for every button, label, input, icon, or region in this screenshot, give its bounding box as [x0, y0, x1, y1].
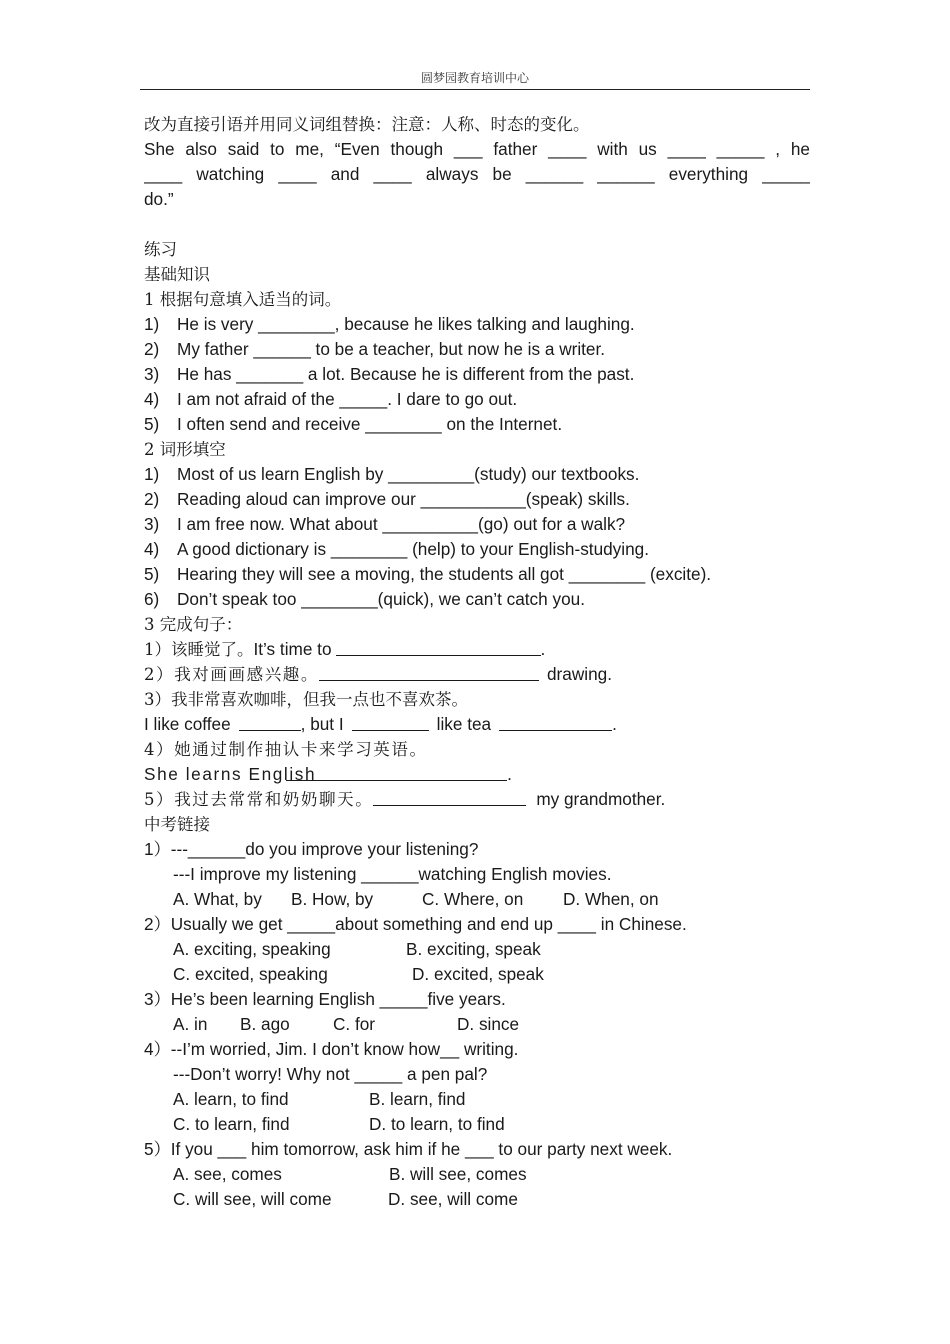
option-b: B. How, by [291, 889, 374, 909]
item-number: 3) [144, 514, 160, 534]
list-item [144, 312, 810, 337]
question-5-options-row-1 [144, 1162, 810, 1187]
item-number: 3) [144, 364, 160, 384]
item-text: I often send and receive ________ on the Internet. [177, 414, 563, 434]
option-a: A. in [173, 1014, 208, 1034]
direct-speech-line-1: She also said to me, “Even though ___ father ____ with us ____ _____ , he [144, 139, 810, 159]
answer-blank [336, 638, 541, 656]
item-text: A good dictionary is ________ (help) to your English-studying. [177, 539, 649, 559]
question-4-options-row-2 [144, 1112, 810, 1137]
item-number: 4) [144, 389, 160, 409]
option-a: A. exciting, speaking [173, 939, 331, 959]
sentence-en: my grandmother. [536, 789, 666, 809]
sentence-part: like tea [436, 714, 492, 734]
sentence-end: . [540, 639, 546, 659]
option-b: B. ago [240, 1014, 290, 1034]
item-text: Most of us learn English by _________(study) our textbooks. [177, 464, 640, 484]
sentence-en: drawing. [547, 664, 612, 684]
list-item [144, 337, 810, 362]
option-c: C. to learn, find [173, 1114, 290, 1134]
item-text: Hearing they will see a moving, the students all got ________ (excite). [177, 564, 712, 584]
item-text: Reading aloud can improve our ___________(speak) skills. [177, 489, 630, 509]
option-c: C. for [333, 1014, 376, 1034]
item-text: He is very ________, because he likes talking and laughing. [177, 314, 635, 334]
list-item [144, 562, 810, 587]
item-number: 2) [144, 339, 160, 359]
item-text: I am free now. What about __________(go) out for a walk? [177, 514, 626, 534]
question-5-options-row-2 [144, 1187, 810, 1212]
question-3-stem: 3）He’s been learning English _____five years. [144, 989, 506, 1009]
answer-blank [352, 713, 429, 731]
answer-blank [286, 763, 507, 781]
option-d: D. When, on [563, 889, 659, 909]
sentence-4-en [144, 762, 810, 787]
sentence-3-zh: 3）我非常喜欢咖啡，但我一点也不喜欢茶。 [144, 690, 468, 709]
section-2-heading: 2 词形填空 [144, 440, 226, 459]
sentence-part: I like coffee [144, 714, 231, 734]
section-4-heading: 中考链接 [144, 815, 210, 834]
list-item [144, 537, 810, 562]
list-item [144, 462, 810, 487]
list-item [144, 512, 810, 537]
item-number: 5) [144, 564, 160, 584]
option-c: C. will see, will come [173, 1189, 332, 1209]
direct-speech-line-2: ____ watching ____ and ____ always be ______ ______ everything _____ [144, 164, 810, 184]
list-item [144, 487, 810, 512]
instruction-text: 改为直接引语并用同义词组替换：注意：人称、时态的变化。 [144, 115, 590, 134]
sentence-zh: 5）我过去常常和奶奶聊天。 [144, 790, 374, 809]
question-2-stem: 2）Usually we get _____about something and end up ____ in Chinese. [144, 914, 687, 934]
item-text: Don’t speak too ________(quick), we can’t catch you. [177, 589, 585, 609]
list-item [144, 587, 810, 612]
section-1-heading: 1 根据句意填入适当的词。 [144, 290, 342, 309]
item-text: I am not afraid of the _____. I dare to go out. [177, 389, 518, 409]
question-2-options-row-1 [144, 937, 810, 962]
sentence-zh: 1）该睡觉了。 [144, 640, 254, 659]
basic-knowledge-heading: 基础知识 [144, 265, 210, 284]
practice-heading: 练习 [144, 240, 177, 259]
item-number: 2) [144, 489, 160, 509]
item-number: 1) [144, 314, 160, 334]
answer-blank [319, 663, 539, 681]
question-4-stem-2: ---Don’t worry! Why not _____ a pen pal? [173, 1064, 488, 1084]
sentence-3-en [144, 712, 810, 737]
item-text: He has _______ a lot. Because he is different from the past. [177, 364, 635, 384]
answer-blank [499, 713, 612, 731]
sentence-2 [144, 662, 810, 687]
section-3-heading: 3 完成句子： [144, 615, 243, 634]
option-d: D. see, will come [388, 1189, 518, 1209]
sentence-4-zh: 4）她通过制作抽认卡来学习英语。 [144, 740, 428, 759]
list-item [144, 387, 810, 412]
question-1-stem-2: ---I improve my listening ______watching English movies. [173, 864, 612, 884]
list-item [144, 412, 810, 437]
worksheet-content [144, 112, 810, 1212]
item-number: 6) [144, 589, 160, 609]
page-header: 圆梦园教育培训中心 [140, 70, 810, 90]
sentence-en: It’s time to [253, 639, 332, 659]
sentence-end: . [612, 714, 617, 734]
option-d: D. since [457, 1014, 520, 1034]
question-3-options [144, 1012, 810, 1037]
option-d: D. to learn, to find [369, 1114, 505, 1134]
item-number: 5) [144, 414, 160, 434]
option-c: C. excited, speaking [173, 964, 328, 984]
direct-speech-line-3: do.” [144, 189, 174, 209]
question-2-options-row-2 [144, 962, 810, 987]
answer-blank [239, 713, 301, 731]
option-a: A. What, by [173, 889, 262, 909]
sentence-en: She learns English [144, 764, 317, 784]
spacer [144, 212, 810, 237]
sentence-part: , but I [300, 714, 344, 734]
answer-blank [373, 788, 526, 806]
question-5-stem: 5）If you ___ him tomorrow, ask him if he ___ to our party next week. [144, 1139, 673, 1159]
question-1-stem: 1）---______do you improve your listening? [144, 839, 479, 859]
sentence-end: . [507, 764, 512, 784]
question-1-options [144, 887, 810, 912]
sentence-1 [144, 637, 810, 662]
list-item [144, 362, 810, 387]
option-c: C. Where, on [422, 889, 524, 909]
item-number: 1) [144, 464, 160, 484]
question-4-options-row-1 [144, 1087, 810, 1112]
question-4-stem: 4）--I’m worried, Jim. I don’t know how__ writing. [144, 1039, 519, 1059]
option-d: D. excited, speak [412, 964, 544, 984]
item-number: 4) [144, 539, 160, 559]
sentence-5 [144, 787, 810, 812]
option-b: B. exciting, speak [406, 939, 541, 959]
option-b: B. learn, find [369, 1089, 466, 1109]
option-b: B. will see, comes [389, 1164, 527, 1184]
option-a: A. learn, to find [173, 1089, 289, 1109]
item-text: My father ______ to be a teacher, but now he is a writer. [177, 339, 606, 359]
option-a: A. see, comes [173, 1164, 282, 1184]
sentence-zh: 2）我对画画感兴趣。 [144, 665, 319, 684]
